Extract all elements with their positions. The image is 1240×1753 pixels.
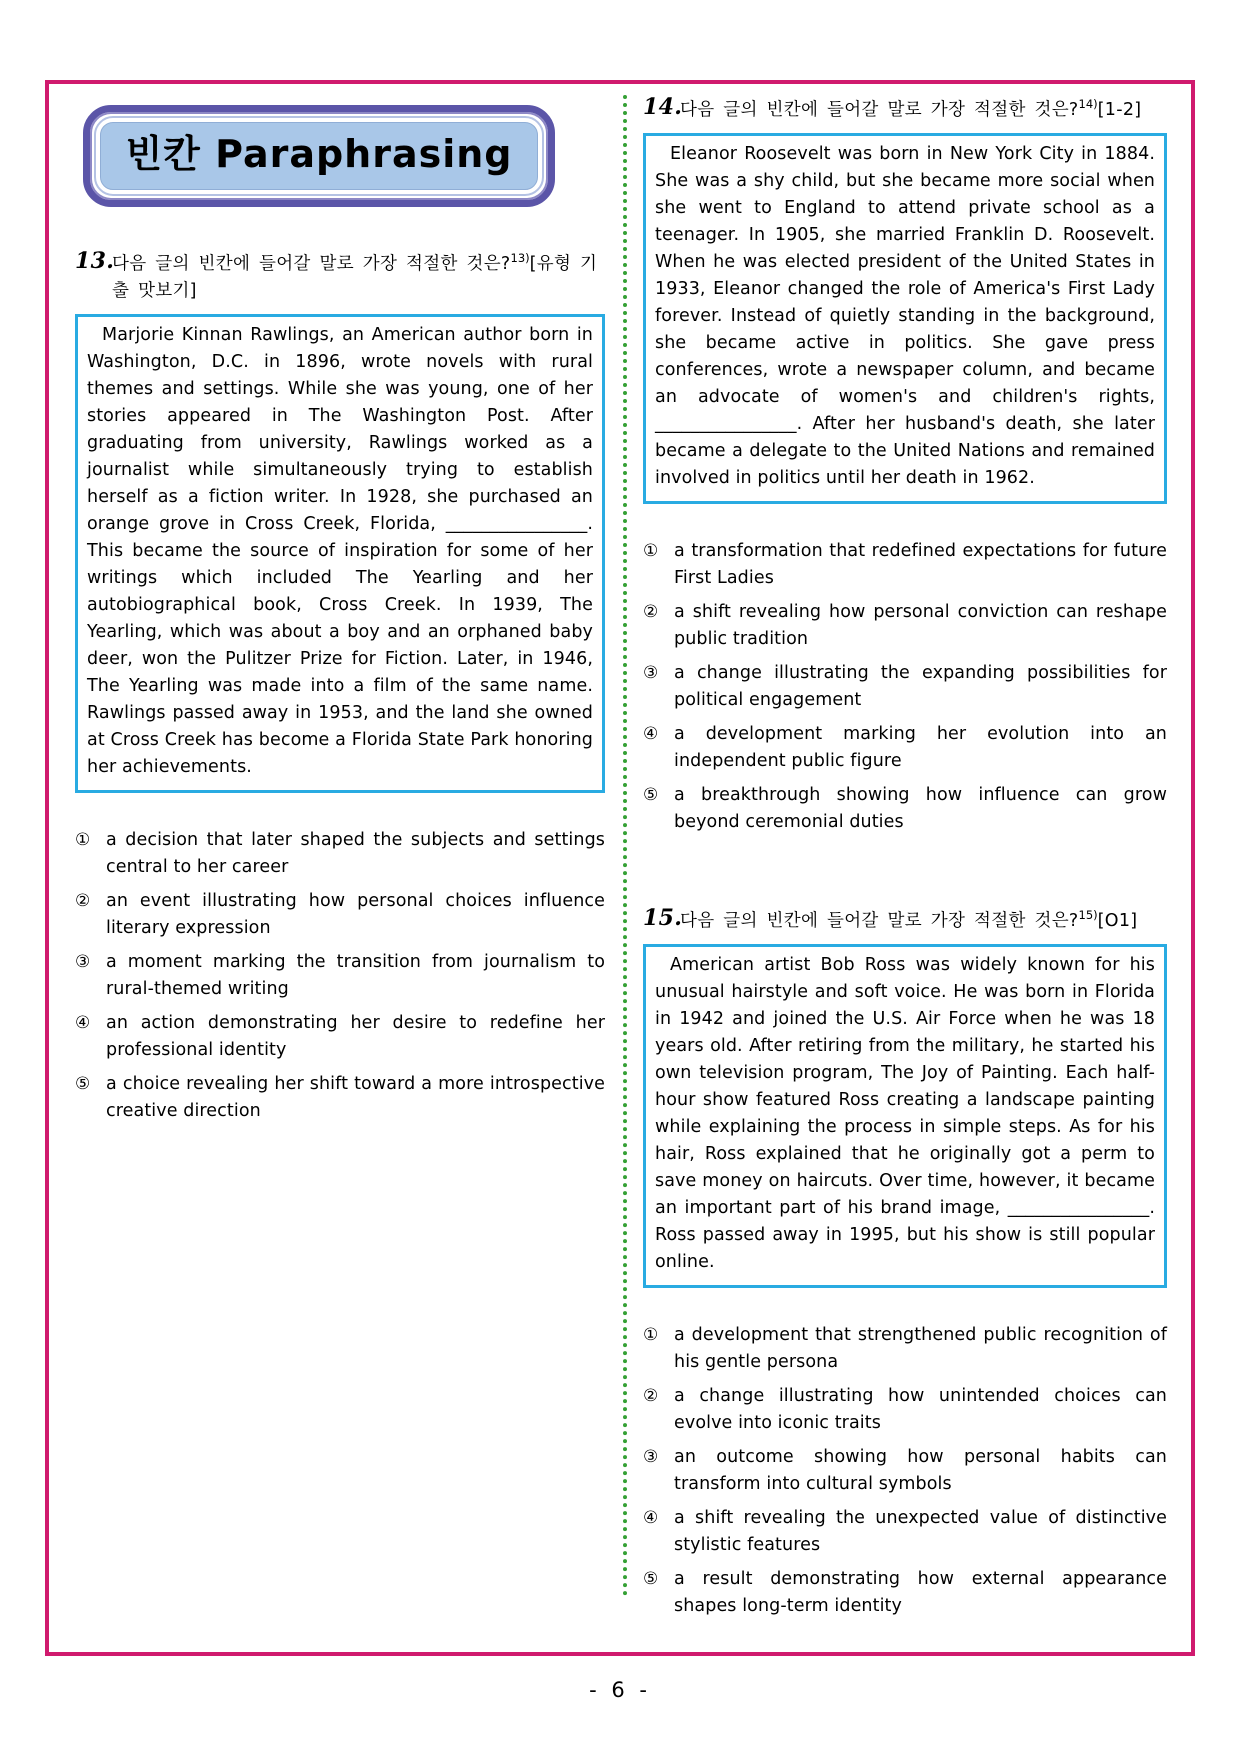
question-14-passage-box [643, 133, 1167, 504]
content-columns [75, 95, 1167, 1627]
choice-item [75, 888, 605, 942]
right-column [643, 95, 1167, 1627]
choice-text: a breakthrough showing how influence can grow beyond ceremonial duties [674, 785, 1167, 832]
question-13-tag: [유형 기출 맛보기] [112, 253, 598, 301]
choice-text: an action demonstrating her desire to redefine her professional identity [106, 1012, 605, 1060]
question-15-number: 15. [643, 905, 683, 931]
choice-marker: ④ [643, 1508, 659, 1528]
question-14-prompt: 다음 글의 빈칸에 들어갈 말로 가장 적절한 것은? [680, 100, 1079, 120]
question-14-choice-list [643, 538, 1167, 836]
question-13-choice-list [75, 827, 605, 1125]
choice-item [643, 1444, 1167, 1498]
question-13-section [75, 247, 605, 1125]
choice-item [75, 1010, 605, 1064]
choice-item [643, 1566, 1167, 1620]
choice-marker: ① [643, 1325, 659, 1345]
choice-text: a shift revealing the unexpected value of distinctive stylistic features [674, 1508, 1167, 1555]
choice-text: a change illustrating how unintended choices can evolve into iconic traits [674, 1386, 1167, 1433]
choice-text: a decision that later shaped the subjects and settings central to her career [106, 829, 605, 877]
choice-text: a transformation that redefined expectations for future First Ladies [674, 541, 1167, 588]
choice-item [643, 782, 1167, 836]
question-15-section [643, 905, 1167, 1620]
choice-marker: ⑤ [75, 1073, 91, 1094]
section-title: 빈칸 Paraphrasing [125, 132, 513, 176]
choice-item [75, 1071, 605, 1125]
choice-item [643, 721, 1167, 775]
choice-item [643, 660, 1167, 714]
page-number: - 6 - [589, 1678, 651, 1702]
choice-text: an event illustrating how personal choices influence literary expression [106, 890, 605, 938]
choice-text: a moment marking the transition from journalism to rural-themed writing [106, 951, 605, 999]
choice-text: a choice revealing her shift toward a more introspective creative direction [106, 1073, 605, 1121]
choice-item [643, 1505, 1167, 1559]
choice-marker: ① [643, 541, 659, 561]
choice-item [75, 949, 605, 1003]
choice-marker: ② [643, 1386, 659, 1406]
banner-inner [100, 122, 538, 190]
question-14-passage-text: Eleanor Roosevelt was born in New York City in 1884. She was a shy child, but she became more social when she went to England to attend private school as a teenager. In 1905, she married Franklin D. Roosevelt. When he was elected president of the United States in 1933, Eleanor changed the role of America's First Lady forever. Instead of quietly standing in the background, she became active in politics. She gave press conferences, wrote a newspaper column, and became an advocate of women's and children's rights, ________________. After her husband's death, she later became a delegate to the United Nations and remained involved in politics until her death in 1962. [655, 144, 1155, 488]
choice-marker: ⑤ [643, 1569, 659, 1589]
choice-marker: ④ [75, 1012, 91, 1033]
question-15-tag: [O1] [1097, 911, 1138, 931]
question-13-number: 13. [75, 247, 115, 274]
column-divider [623, 95, 627, 1597]
question-15-header [643, 905, 1167, 935]
choice-item [643, 599, 1167, 653]
choice-text: a development that strengthened public recognition of his gentle persona [674, 1325, 1167, 1372]
choice-text: a change illustrating the expanding possibilities for political engagement [674, 663, 1167, 710]
choice-marker: ③ [75, 951, 91, 972]
question-14-header [643, 94, 1167, 124]
choice-text: a development marking her evolution into an independent public figure [674, 724, 1167, 771]
question-15-passage-box [643, 944, 1167, 1288]
question-13-prompt: 다음 글의 빈칸에 들어갈 말로 가장 적절한 것은? [112, 253, 511, 274]
question-14-tag: [1-2] [1097, 100, 1142, 120]
question-13-passage-text: Marjorie Kinnan Rawlings, an American author born in Washington, D.C. in 1896, wrote novels with rural themes and settings. While she was young, one of her stories appeared in The Washington Post. After graduating from university, Rawlings worked as a journalist while simultaneously trying to establish herself as a fiction writer. In 1928, she purchased an orange grove in Cross Creek, Florida, ________________. This became the source of inspiration for some of her writings which included The Yearling and her autobiographical book, Cross Creek. In 1939, The Yearling, which was about a boy and an orphaned baby deer, won the Pulitzer Prize for Fiction. Later, in 1946, The Yearling was made into a film of the same name. Rawlings passed away in 1953, and the land she owned at Cross Creek has become a Florida State Park honoring her achievements. [87, 324, 593, 777]
choice-item [643, 1322, 1167, 1376]
choice-marker: ② [75, 890, 91, 911]
banner-ring [94, 116, 544, 196]
choice-item [75, 827, 605, 881]
question-13-header [75, 247, 605, 305]
choice-text: an outcome showing how personal habits can transform into cultural symbols [674, 1447, 1167, 1494]
choice-marker: ③ [643, 1447, 659, 1467]
question-14-number: 14. [643, 94, 683, 120]
section-title-banner [83, 105, 555, 207]
choice-item [643, 1383, 1167, 1437]
question-15-choice-list [643, 1322, 1167, 1620]
choice-item [643, 538, 1167, 592]
choice-marker: ④ [643, 724, 659, 744]
choice-marker: ② [643, 602, 659, 622]
question-15-passage-text: American artist Bob Ross was widely known for his unusual hairstyle and soft voice. He was born in Florida in 1942 and joined the U.S. Air Force when he was 18 years old. After retiring from the military, he started his own television program, The Joy of Painting. Each half-hour show featured Ross creating a landscape painting while explaining the process in simple steps. As for his hair, Ross explained that he originally got a perm to save money on haircuts. Over time, however, it became an important part of his brand image, ________________. Ross passed away in 1995, but his show is still popular online. [655, 955, 1155, 1272]
question-15-prompt: 다음 글의 빈칸에 들어갈 말로 가장 적절한 것은? [680, 911, 1079, 931]
choice-text: a shift revealing how personal conviction can reshape public tradition [674, 602, 1167, 649]
choice-marker: ⑤ [643, 785, 659, 805]
question-13-passage-box [75, 314, 605, 793]
choice-marker: ③ [643, 663, 659, 683]
question-13-footnote-marker: 13) [510, 250, 530, 265]
left-column [75, 95, 605, 1132]
question-14-section [643, 94, 1167, 836]
question-14-footnote-marker: 14) [1078, 97, 1098, 112]
choice-text: a result demonstrating how external appearance shapes long-term identity [674, 1569, 1167, 1616]
choice-marker: ① [75, 829, 91, 850]
question-15-footnote-marker: 15) [1078, 908, 1098, 923]
